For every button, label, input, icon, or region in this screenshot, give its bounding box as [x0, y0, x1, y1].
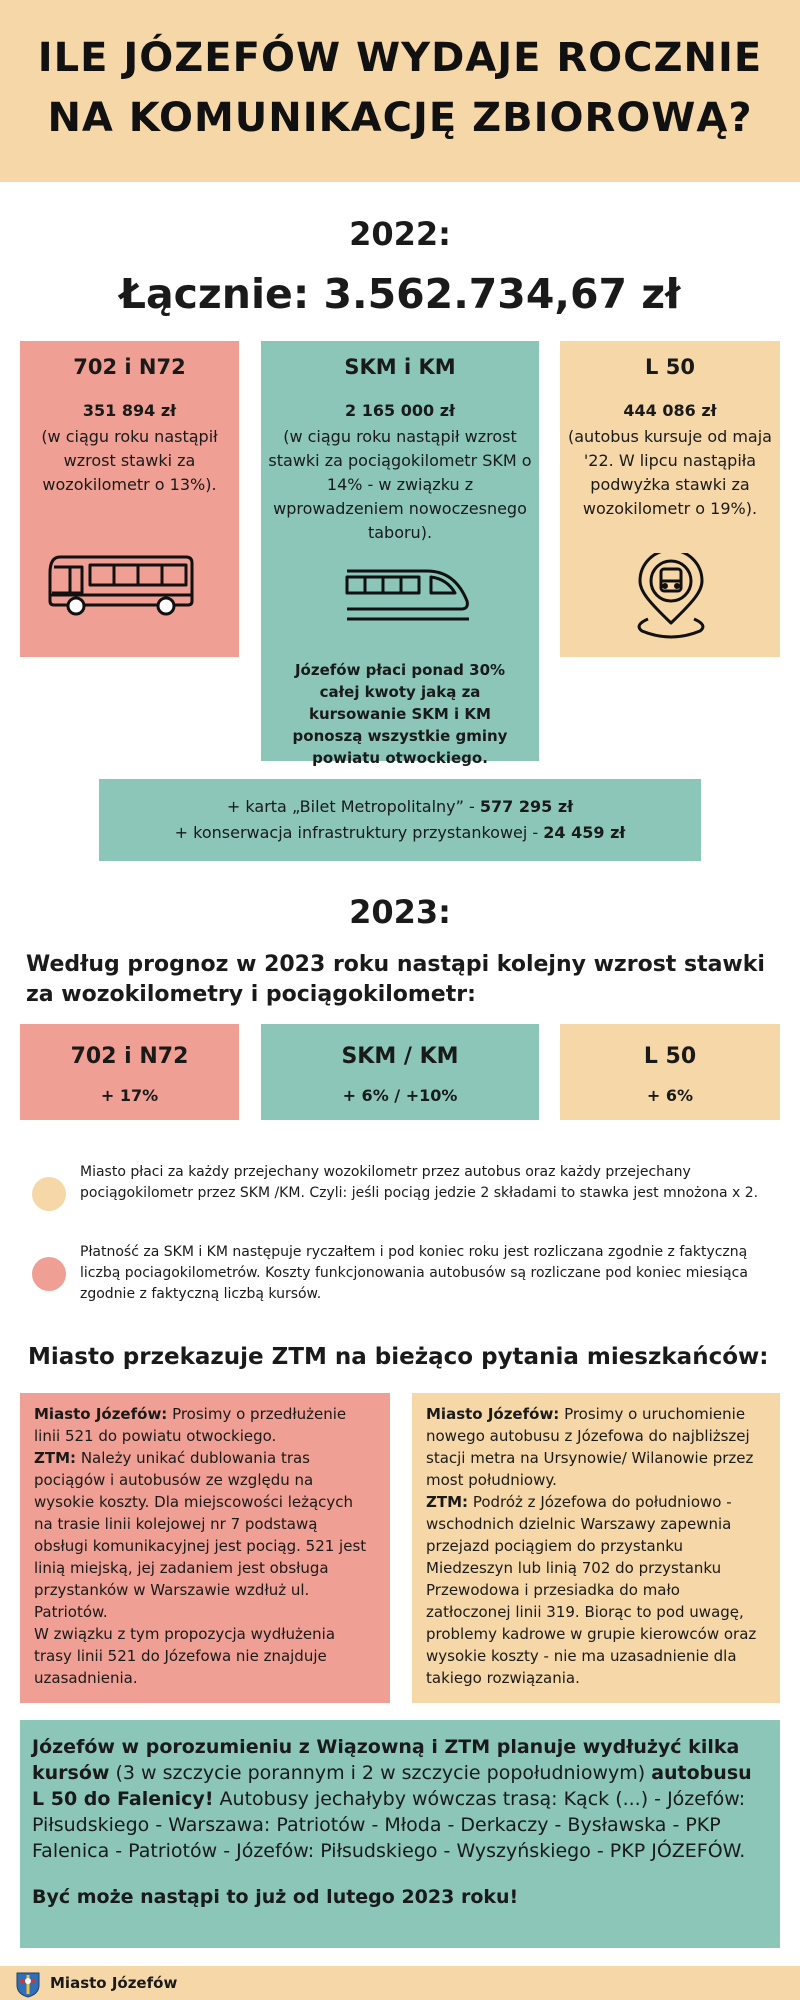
extra-costs-box — [99, 779, 701, 861]
conclusion: W związku z tym propozycja wydłużenia trasy linii 521 do Józefowa nie znajduje uzasadnienia. — [34, 1625, 336, 1687]
card-title: SKM i KM — [344, 355, 456, 379]
extra-ticket: + karta „Bilet Metropolitalny” - 577 295 zł — [226, 797, 574, 816]
forecast-card-skm-km — [261, 1024, 539, 1120]
bullet-dot-pink — [32, 1257, 66, 1291]
forecast-text: Według prognoz w 2023 roku nastąpi kolejny wzrost stawki za wozokilometry i pociągokilometr: — [26, 952, 765, 1007]
bus-icon — [46, 549, 196, 621]
card-amount: 444 086 zł — [623, 401, 717, 420]
card-title: 702 i N72 — [73, 355, 186, 379]
year-2022-heading: 2022: — [349, 215, 451, 253]
ztm-answer: ZTM: Należy unikać dublowania tras pociągów i autobusów ze względu na wysokie koszty. Dla miejscowości leżących na trasie linii kolejowej nr 7 podstawą obsługi komunikacyjnej jest pociąg. 521 jest linią miejską, jej zadaniem jest obsługa przystanków w Warszawie wzdłuż ul. Patriotów. — [34, 1449, 367, 1621]
bullet-dot-sand — [32, 1177, 66, 1211]
card-percent: + 17% — [100, 1086, 159, 1105]
ztm-answer: ZTM: Podróż z Józefowa do południowo - wschodnich dzielnic Warszawy zapewnia przejazd pociągiem do przystanku Miedzeszyn lub linią 702 do przystanku Przewodowa i przesiadka do mało zatłoczonej linii 319. Biorąc to pod uwagę, problemy kadrowe w grupie kierowców oraz wysokie koszty - nie ma uzasadnienie dla takiego rozwiązania. — [426, 1493, 757, 1687]
card-title: L 50 — [645, 355, 695, 379]
card-amount: 2 165 000 zł — [345, 401, 455, 420]
card-note: (w ciągu roku nastąpił wzrost stawki za wozokilometr o 13%). — [41, 427, 218, 494]
card-note: (w ciągu roku nastąpił wzrost stawki za pociągokilometr SKM o 14% - w związku z wprowadzeniem nowoczesnego taboru). — [268, 427, 532, 542]
card-title: L 50 — [643, 1044, 697, 1069]
plan-closing: Być może nastąpi to już od lutego 2023 roku! — [32, 1886, 519, 1908]
title-line-1: ILE JÓZEFÓW WYDAJE ROCZNIE — [37, 35, 763, 81]
card-percent: + 6% / +10% — [342, 1086, 458, 1105]
questions-heading: Miasto przekazuje ZTM na bieżąco pytania mieszkańców: — [28, 1344, 769, 1370]
card-l50 — [560, 341, 780, 657]
header-banner — [0, 0, 800, 182]
card-amount: 351 894 zł — [82, 401, 177, 420]
card-percent: + 6% — [646, 1086, 694, 1105]
card-title: 702 i N72 — [70, 1044, 189, 1069]
total-2022: Łącznie: 3.562.734,67 zł — [119, 270, 681, 318]
l50-extension-plan — [20, 1720, 780, 1948]
card-note: (autobus kursuje od maja '22. W lipcu nastąpiła podwyżka stawki za wozokilometr o 19%). — [568, 427, 772, 518]
train-icon — [343, 563, 473, 631]
plan-text: Józefów w porozumieniu z Wiązowną i ZTM planuje wydłużyć kilka kursów (3 w szczycie porannym i 2 w szczycie popołudniowym) autobusu L 50 do Falenicy! Autobusy jechałyby wówczas trasą: Kąck (...) - Józefów: Piłsudskiego - Warszawa: Patriotów - Młoda - Derkaczy - Bysławska - PKP Falenica - Patriotów - Józefów: Piłsudskiego - Wyszyńskiego - PKP JÓZEFÓW. — [32, 1736, 752, 1862]
note-payment-rule: Miasto płaci za każdy przejechany wozokilometr przez autobus oraz każdy przejechany pociągokilometr przez SKM /KM. Czyli: jeśli pociąg jedzie 2 składami to stawka jest mnożona x 2. — [80, 1164, 759, 1201]
city-question: Miasto Józefów: Prosimy o uruchomienie nowego autobusu z Józefowa do najbliższej stacji metra na Ursynowie/ Wilanowie przez most południowy. — [426, 1405, 754, 1489]
card-skm-km — [261, 341, 539, 767]
forecast-card-702-n72 — [20, 1024, 239, 1120]
skm-share-note: Józefów płaci ponad 30% całej kwoty jaką za kursowanie SKM i KM ponoszą wszystkie gminy powiatu otwockiego. — [292, 661, 508, 767]
title-line-2: NA KOMUNIKACJĘ ZBIOROWĄ? — [47, 95, 753, 141]
city-question: Miasto Józefów: Prosimy o przedłużenie linii 521 do powiatu otwockiego. — [34, 1405, 347, 1445]
note-settlement: Płatność za SKM i KM następuje ryczałtem i pod koniec roku jest rozliczana zgodnie z faktyczną liczbą pociagokilometrów. Koszty funkcjonowania autobusów są rozliczane pod koniec miesiąca zgodnie z faktyczną liczbą kursów. — [80, 1244, 748, 1302]
extra-infrastructure: + konserwacja infrastruktury przystankowej - 24 459 zł — [174, 823, 626, 842]
question-box-521 — [20, 1393, 390, 1703]
footer — [0, 1966, 800, 2000]
city-crest-icon — [14, 1970, 42, 1998]
forecast-card-l50 — [560, 1024, 780, 1120]
card-702-n72 — [20, 341, 239, 657]
question-box-metro — [412, 1393, 780, 1703]
year-2023-heading: 2023: — [349, 893, 451, 931]
footer-label: Miasto Józefów — [50, 1974, 178, 1992]
page-title — [0, 28, 800, 148]
card-title: SKM / KM — [341, 1044, 459, 1069]
bus-stop-pin-icon — [628, 553, 714, 641]
